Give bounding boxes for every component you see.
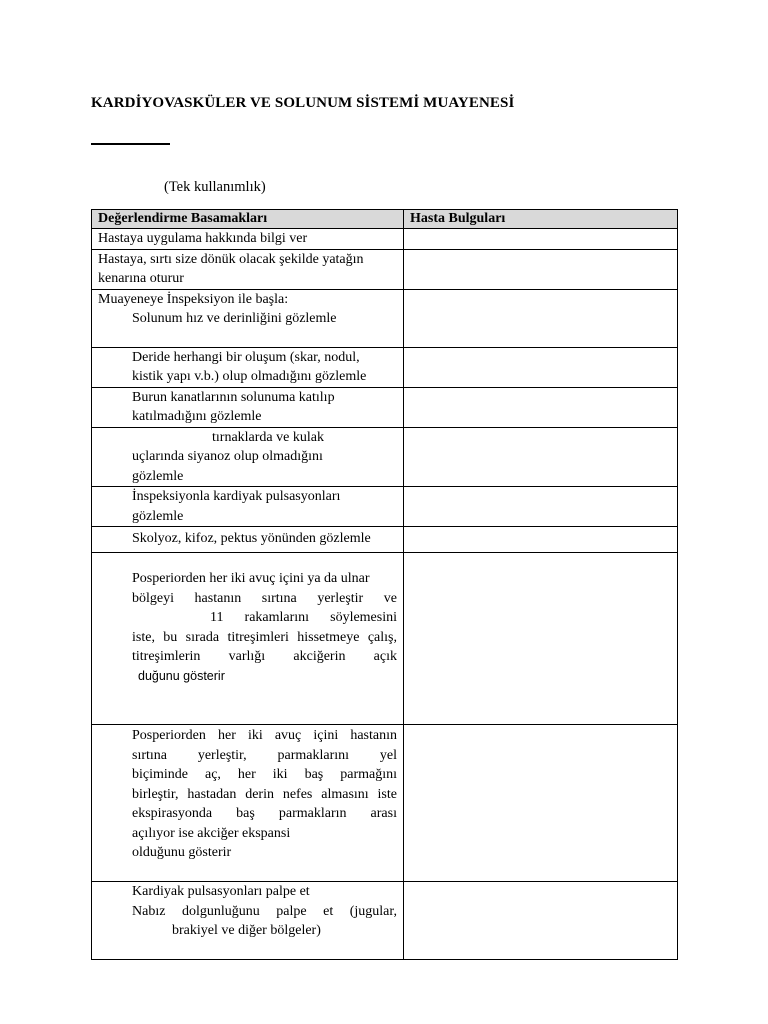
header-patient-findings: Hasta Bulguları bbox=[404, 210, 678, 229]
table-row bbox=[92, 427, 678, 487]
step-line: gözlemle bbox=[132, 508, 184, 524]
step-line: Hastaya, sırtı size dönük olacak şekilde yatağın bbox=[98, 251, 364, 267]
finding-cell[interactable] bbox=[404, 725, 678, 882]
finding-cell[interactable] bbox=[404, 882, 678, 960]
table-row bbox=[92, 553, 678, 725]
step-line: uçlarında siyanoz olup olmadığını bbox=[132, 449, 323, 464]
title-underline-rule bbox=[91, 143, 170, 145]
finding-cell[interactable] bbox=[404, 487, 678, 527]
finding-cell[interactable] bbox=[404, 387, 678, 427]
step-line: tırnaklarda ve kulak bbox=[212, 429, 324, 445]
step-line: kistik yapı v.b.) olup olmadığını gözlemle bbox=[132, 369, 367, 384]
step-line: 11 rakamlarını söylemesini bbox=[210, 610, 397, 625]
finding-cell[interactable] bbox=[404, 229, 678, 250]
step-line: açılıyor ise akciğer ekspansi bbox=[132, 825, 291, 841]
step-line: Muayeneye İnspeksiyon ile başla: bbox=[98, 291, 289, 307]
step-cell bbox=[92, 882, 404, 960]
step-line: Posperiorden her iki avuç içini hastanın bbox=[132, 728, 397, 743]
table-row bbox=[92, 249, 678, 289]
step-line: duğunu gösterir bbox=[138, 668, 225, 683]
step-line: olduğunu gösterir bbox=[132, 845, 232, 860]
finding-cell[interactable] bbox=[404, 289, 678, 347]
step-line: İnspeksiyonla kardiyak pulsasyonları bbox=[132, 489, 341, 504]
step-line: Deride herhangi bir oluşum (skar, nodul, bbox=[132, 349, 360, 365]
step-line: Skolyoz, kifoz, pektus yönünden gözlemle bbox=[132, 531, 371, 546]
step-cell bbox=[92, 487, 404, 527]
step-line: brakiyel ve diğer bölgeler) bbox=[172, 923, 321, 938]
step-cell bbox=[92, 427, 404, 487]
table-row bbox=[92, 882, 678, 960]
step-line: Posperiorden her iki avuç içini ya da ulnar bbox=[132, 571, 370, 586]
step-line: bölgeyi hastanın sırtına yerleştir ve bbox=[132, 590, 397, 606]
step-line: sırtına yerleştir, parmaklarını yel bbox=[132, 747, 397, 763]
step-line: Solunum hız ve derinliğini gözlemle bbox=[132, 311, 337, 326]
step-line: gözlemle bbox=[132, 468, 184, 484]
document-title: KARDİYOVASKÜLER VE SOLUNUM SİSTEMİ MUAYENESİ bbox=[91, 95, 515, 111]
step-line: iste, bu sırada titreşimleri hissetmeye çalış, bbox=[132, 629, 397, 645]
table-header-row bbox=[92, 210, 678, 229]
table-row bbox=[92, 527, 678, 553]
table-row bbox=[92, 387, 678, 427]
table-row bbox=[92, 347, 678, 387]
finding-cell[interactable] bbox=[404, 553, 678, 725]
step-line: kenarına oturur bbox=[98, 271, 184, 286]
step-cell bbox=[92, 725, 404, 882]
evaluation-table bbox=[91, 209, 678, 960]
finding-cell[interactable] bbox=[404, 427, 678, 487]
step-line: biçiminde aç, her iki baş parmağını bbox=[132, 767, 397, 782]
step-cell bbox=[92, 527, 404, 553]
step-line: Hastaya uygulama hakkında bilgi ver bbox=[98, 231, 308, 246]
finding-cell[interactable] bbox=[404, 347, 678, 387]
step-line: ekspirasyonda baş parmakların arası bbox=[132, 806, 397, 821]
table-row bbox=[92, 289, 678, 347]
step-cell bbox=[92, 553, 404, 725]
step-cell bbox=[92, 229, 404, 250]
table-row bbox=[92, 229, 678, 250]
step-cell bbox=[92, 249, 404, 289]
step-line: Burun kanatlarının solunuma katılıp bbox=[132, 389, 335, 405]
step-line: Kardiyak pulsasyonları palpe et bbox=[132, 884, 310, 899]
finding-cell[interactable] bbox=[404, 527, 678, 553]
step-line: birleştir, hastadan derin nefes almasını iste bbox=[132, 786, 397, 802]
step-line: Nabız dolgunluğunu palpe et (jugular, bbox=[132, 903, 397, 919]
header-evaluation-steps: Değerlendirme Basamakları bbox=[92, 210, 404, 229]
table-row bbox=[92, 487, 678, 527]
step-line: katılmadığını gözlemle bbox=[132, 409, 262, 424]
step-cell bbox=[92, 289, 404, 347]
step-cell bbox=[92, 347, 404, 387]
document-subtitle: (Tek kullanımlık) bbox=[164, 179, 266, 195]
step-line: titreşimlerin varlığı akciğerin açık bbox=[132, 649, 397, 664]
step-cell bbox=[92, 387, 404, 427]
table-row bbox=[92, 725, 678, 882]
finding-cell[interactable] bbox=[404, 249, 678, 289]
